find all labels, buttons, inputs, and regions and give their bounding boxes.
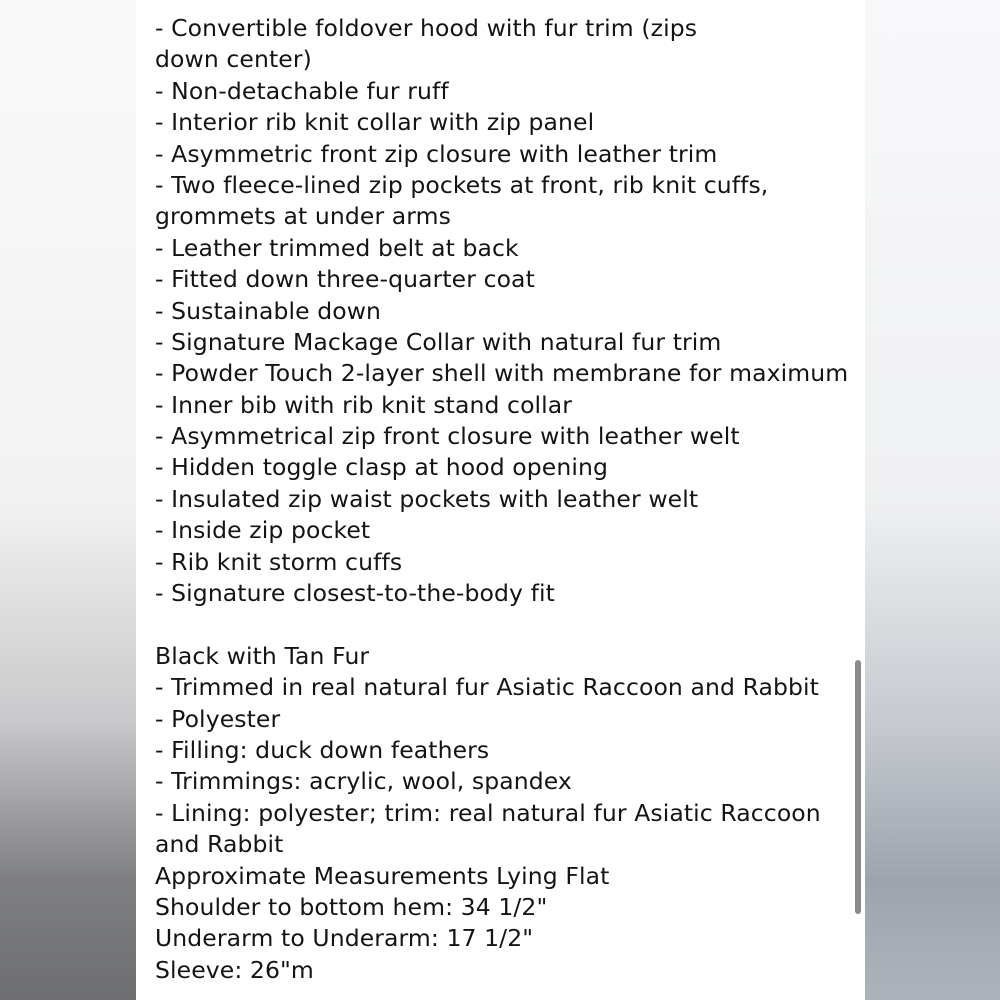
feature-line: - Asymmetric front zip closure with leather trim (155, 139, 718, 168)
description-panel[interactable] (136, 0, 865, 1000)
left-background (0, 0, 136, 1000)
feature-line: - Inner bib with rib knit stand collar (155, 390, 573, 419)
detail-line: Black with Tan Fur (155, 641, 370, 670)
feature-line: - Signature closest-to-the-body fit (155, 579, 555, 608)
feature-line: - Leather trimmed belt at back (155, 233, 519, 262)
feature-line: - Two fleece-lined zip pockets at front, rib knit cuffs, (155, 170, 769, 199)
feature-line: - Asymmetrical zip front closure with leather welt (155, 422, 740, 451)
description-text (155, 13, 849, 986)
feature-line: - Rib knit storm cuffs (155, 547, 403, 576)
feature-line: - Inside zip pocket (155, 516, 371, 545)
right-background (864, 0, 1000, 1000)
detail-line: - Filling: duck down feathers (155, 735, 490, 764)
feature-line: - Non-detachable fur ruff (155, 76, 449, 105)
detail-line: Shoulder to bottom hem: 34 1/2" (155, 892, 548, 921)
feature-line: down center) (155, 45, 312, 74)
feature-line: - Fitted down three-quarter coat (155, 265, 535, 294)
feature-line: - Insulated zip waist pockets with leather welt (155, 484, 699, 513)
detail-line: - Trimmings: acrylic, wool, spandex (155, 767, 572, 796)
feature-line: - Signature Mackage Collar with natural fur trim (155, 327, 722, 356)
feature-line: - Interior rib knit collar with zip panel (155, 108, 595, 137)
feature-line: - Convertible foldover hood with fur trim (zips (155, 14, 698, 42)
detail-line: and Rabbit (155, 830, 284, 859)
detail-line: - Polyester (155, 704, 281, 733)
feature-line: grommets at under arms (155, 202, 451, 231)
detail-line: - Lining: polyester; trim: real natural fur Asiatic Raccoon (155, 798, 821, 827)
feature-line: - Hidden toggle clasp at hood opening (155, 453, 608, 482)
feature-line: - Powder Touch 2-layer shell with membrane for maximum (155, 359, 849, 388)
detail-line: - Trimmed in real natural fur Asiatic Raccoon and Rabbit (155, 673, 819, 702)
vertical-scrollbar[interactable] (855, 660, 861, 914)
detail-line: Sleeve: 26"m (155, 955, 314, 984)
paragraph-gap (155, 609, 845, 640)
detail-line: Underarm to Underarm: 17 1/2" (155, 924, 534, 953)
feature-line: - Sustainable down (155, 296, 382, 325)
detail-line: Approximate Measurements Lying Flat (155, 861, 610, 890)
